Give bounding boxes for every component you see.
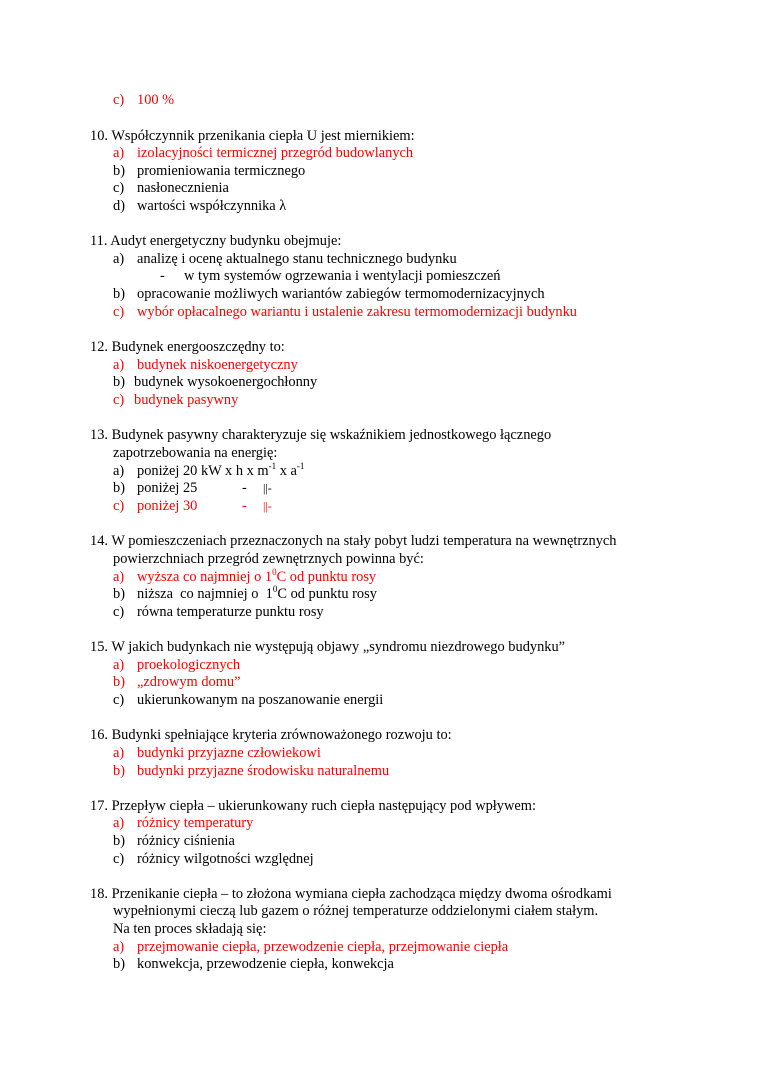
q11-option-c: c) wybór opłacalnego wariantu i ustalenie zakresu termomodernizacji budynku — [113, 304, 577, 320]
q14-stem-line1: 14. W pomieszczeniach przeznaczonych na stały pobyt ludzi temperatura na wewnętrznych — [90, 533, 617, 549]
q18-stem-line3: Na ten proces składają się: — [113, 921, 267, 937]
q14-option-a: a) wyższa co najmniej o $1^0C$ od punktu rosy — [113, 567, 377, 585]
q13-option-a: a) poniżej 20 kW x h x $m^{-1}$ x $a^{-1}$ — [113, 461, 305, 479]
q11-option-a: a) analizę i ocenę aktualnego stanu technicznego budynku — [113, 251, 457, 267]
q12-option-c: c) budynek pasywny — [113, 392, 239, 408]
q14-option-b: b) niższa co najmniej o $1^0C$ od punktu rosy — [113, 584, 377, 602]
q12-stem: 12. Budynek energooszczędny to: — [90, 339, 285, 355]
q11-option-b: b) opracowanie możliwych wariantów zabiegów termomodernizacyjnych — [113, 286, 545, 302]
q12-option-a: a) budynek niskoenergetyczny — [113, 357, 298, 373]
q11-option-a-subitem: - w tym systemów ogrzewania i wentylacji pomieszczeń — [160, 268, 501, 284]
q13-stem-line1: 13. Budynek pasywny charakteryzuje się wskaźnikiem jednostkowego łącznego — [90, 427, 552, 443]
q15-option-c: c) ukierunkowanym na poszanowanie energii — [113, 692, 384, 708]
q10-option-a: a) izolacyjności termicznej przegród budowlanych — [113, 145, 414, 161]
q13-option-c: c) poniżej 30 — [113, 498, 198, 514]
q18-stem-line1: 18. Przenikanie ciepła – to złożona wymiana ciepła zachodząca między dwoma ośrodkami — [90, 886, 612, 902]
q10-stem: 10. Współczynnik przenikania ciepła U jest miernikiem: — [90, 128, 415, 144]
q14-stem-line2: powierzchniach przegród zewnętrznych powinna być: — [113, 551, 424, 567]
q14-option-c: c) równa temperaturze punktu rosy — [113, 604, 324, 620]
q16-option-a: a) budynki przyjazne człowiekowi — [113, 745, 321, 761]
q11-stem: 11. Audyt energetyczny budynku obejmuje: — [90, 233, 342, 249]
q13-option-c-dash: - — [242, 498, 247, 514]
q15-option-a: a) proekologicznych — [113, 657, 241, 673]
q15-stem: 15. W jakich budynkach nie występują objawy „syndromu niezdrowego budynku” — [90, 639, 566, 655]
q9-option-c: c) 100 % — [113, 92, 175, 108]
q17-option-c: c) różnicy wilgotności względnej — [113, 851, 314, 867]
q13-option-b-ditto: ||- — [263, 481, 272, 495]
q17-stem: 17. Przepływ ciepła – ukierunkowany ruch ciepła następujący pod wpływem: — [90, 798, 536, 814]
q17-option-b: b) różnicy ciśnienia — [113, 833, 235, 849]
q12-option-b: b) budynek wysokoenergochłonny — [113, 374, 318, 390]
q13-option-b-dash: - — [242, 480, 247, 496]
q15-option-b: b) „zdrowym domu” — [113, 674, 241, 690]
q18-stem-line2: wypełnionymi cieczą lub gazem o różnej temperaturze oddzielonymi ciałem stałym. — [113, 903, 599, 919]
q18-option-a: a) przejmowanie ciepła, przewodzenie ciepła, przejmowanie ciepła — [113, 939, 509, 955]
q10-option-d: d) wartości współczynnika λ — [113, 198, 287, 214]
q13-stem-line2: zapotrzebowania na energię: — [113, 445, 278, 461]
q16-option-b: b) budynki przyjazne środowisku naturalnemu — [113, 763, 390, 779]
q10-option-c: c) nasłonecznienia — [113, 180, 229, 196]
q10-option-b: b) promieniowania termicznego — [113, 163, 306, 179]
q13-option-c-ditto: ||- — [263, 499, 272, 513]
q17-option-a: a) różnicy temperatury — [113, 815, 254, 831]
q18-option-b: b) konwekcja, przewodzenie ciepła, konwekcja — [113, 956, 394, 972]
q13-option-b: b) poniżej 25 — [113, 480, 198, 496]
q16-stem: 16. Budynki spełniające kryteria zrównoważonego rozwoju to: — [90, 727, 452, 743]
